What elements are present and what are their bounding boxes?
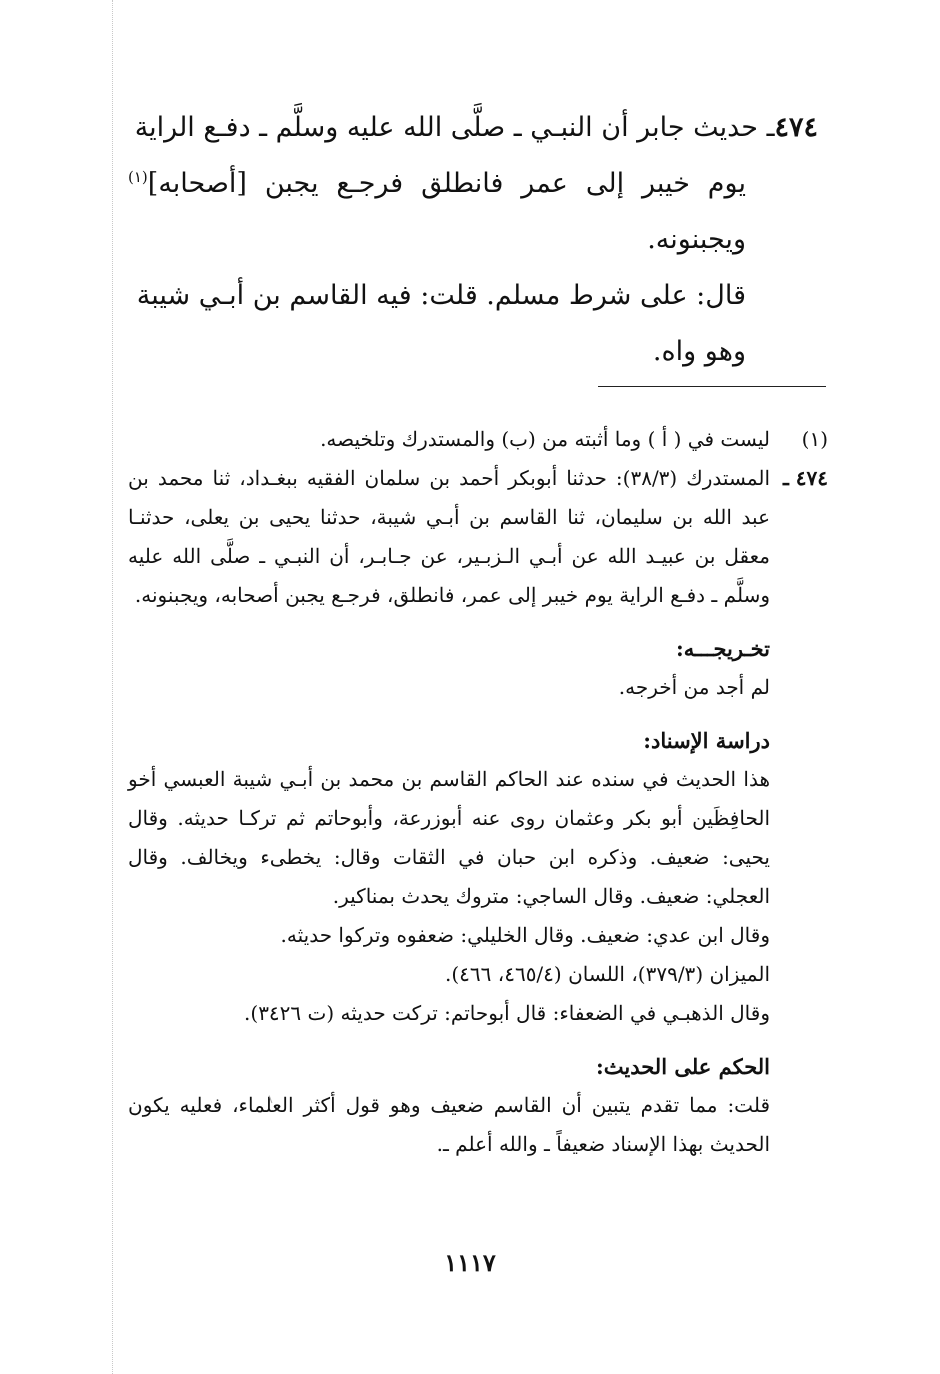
hadith-number: ٤٧٤ (774, 112, 818, 143)
main-hadith-text (128, 100, 818, 380)
hadith-line-4: وهو واه. (652, 336, 746, 367)
notes-section (128, 420, 828, 1164)
footnote-ref: (١) (128, 168, 148, 186)
note-474-text (128, 459, 770, 1164)
scan-edge-line (112, 0, 113, 1374)
footnote-text: ليست في ( أ ) وما أثبته من (ب) والمستدرك وتلخيصه. (320, 427, 770, 451)
page-number: ١١١٧ (444, 1248, 496, 1277)
hadith-line-1: ٤٧٤ـ حديث جابر أن النبـي ـ صلَّى الله عليه وسلَّم ـ دفـع الراية (134, 112, 818, 143)
isnad-ibn-adi: وقال ابن عدي: ضعيف. وقال الخليلي: ضعفوه وتركوا حديثه. (280, 923, 770, 947)
hukm-text: قلت: مما تقدم يتبين أن القاسم ضعيف وهو قول أكثر العلماء، فعليه يكون الحديث بهذا الإسناد ضعيفاً ـ والله أعلم ـ. (128, 1093, 770, 1156)
hadith-line-3: قال: على شرط مسلم. قلت: فيه القاسم بن أبـي شيبة (136, 280, 746, 311)
footnote-label: (١) (801, 427, 828, 451)
isnad-text: هذا الحديث في سنده عند الحاكم القاسم بن محمد بن أبـي شيبة العبسي أخو الحافِظَين أبو بكر وعثمان روى عنه أبوزرعة، وأبوحاتم ثم تركـا حديثه. وقال يحيى: ضعيف. وذكره ابن حبان في الثقات وقال: يخطىء ويخالف. وقال العجلي: ضعيف. وقال الساجي: متروك يحدث بمناكير. (128, 767, 770, 908)
takhrij-heading: تخـريجـــه: (675, 636, 770, 661)
isnad-heading: دراسة الإسناد: (643, 728, 770, 753)
mustadrak-text: المستدرك (٣٨/٣): حدثنا أبوبكر أحمد بن سلمان الفقيه ببغـداد، ثنا محمد بن عبد الله بن سليمان، ثنا القاسم بن أبـي شيبة، حدثنا يحيى بن يعلى، حدثنـا معقل بن عبيـد الله عن أبـي الـزبـير، عن جـابـر، أن النبـي ـ صلَّى الله عليه وسلَّم ـ دفـع الراية يوم خيبر إلى عمر، فانطلق، فرجـع يجبن أصحابه، ويجبنونه. (128, 466, 771, 607)
note-474-label: ٤٧٤ ـ (782, 466, 828, 490)
isnad-dhahabi: وقال الذهبـي في الضعفاء: قال أبوحاتم: تركت حديثه (ت ٣٤٢٦). (244, 1001, 770, 1025)
isnad-mizan: الميزان (٣٧٩/٣)، اللسان (٤٦٥/٤، ٤٦٦). (444, 962, 770, 986)
footnote-1 (128, 420, 828, 459)
hukm-heading: الحكم على الحديث: (596, 1054, 770, 1079)
note-474 (128, 459, 828, 1164)
hadith-line-2: يوم خيبر إلى عمر فانطلق فرجـع يجبن [أصحابه]$^{(١)}$ ويجبنونه. (128, 168, 746, 255)
footnote-separator (598, 386, 826, 387)
takhrij-text: لم أجد من أخرجه. (618, 675, 770, 699)
